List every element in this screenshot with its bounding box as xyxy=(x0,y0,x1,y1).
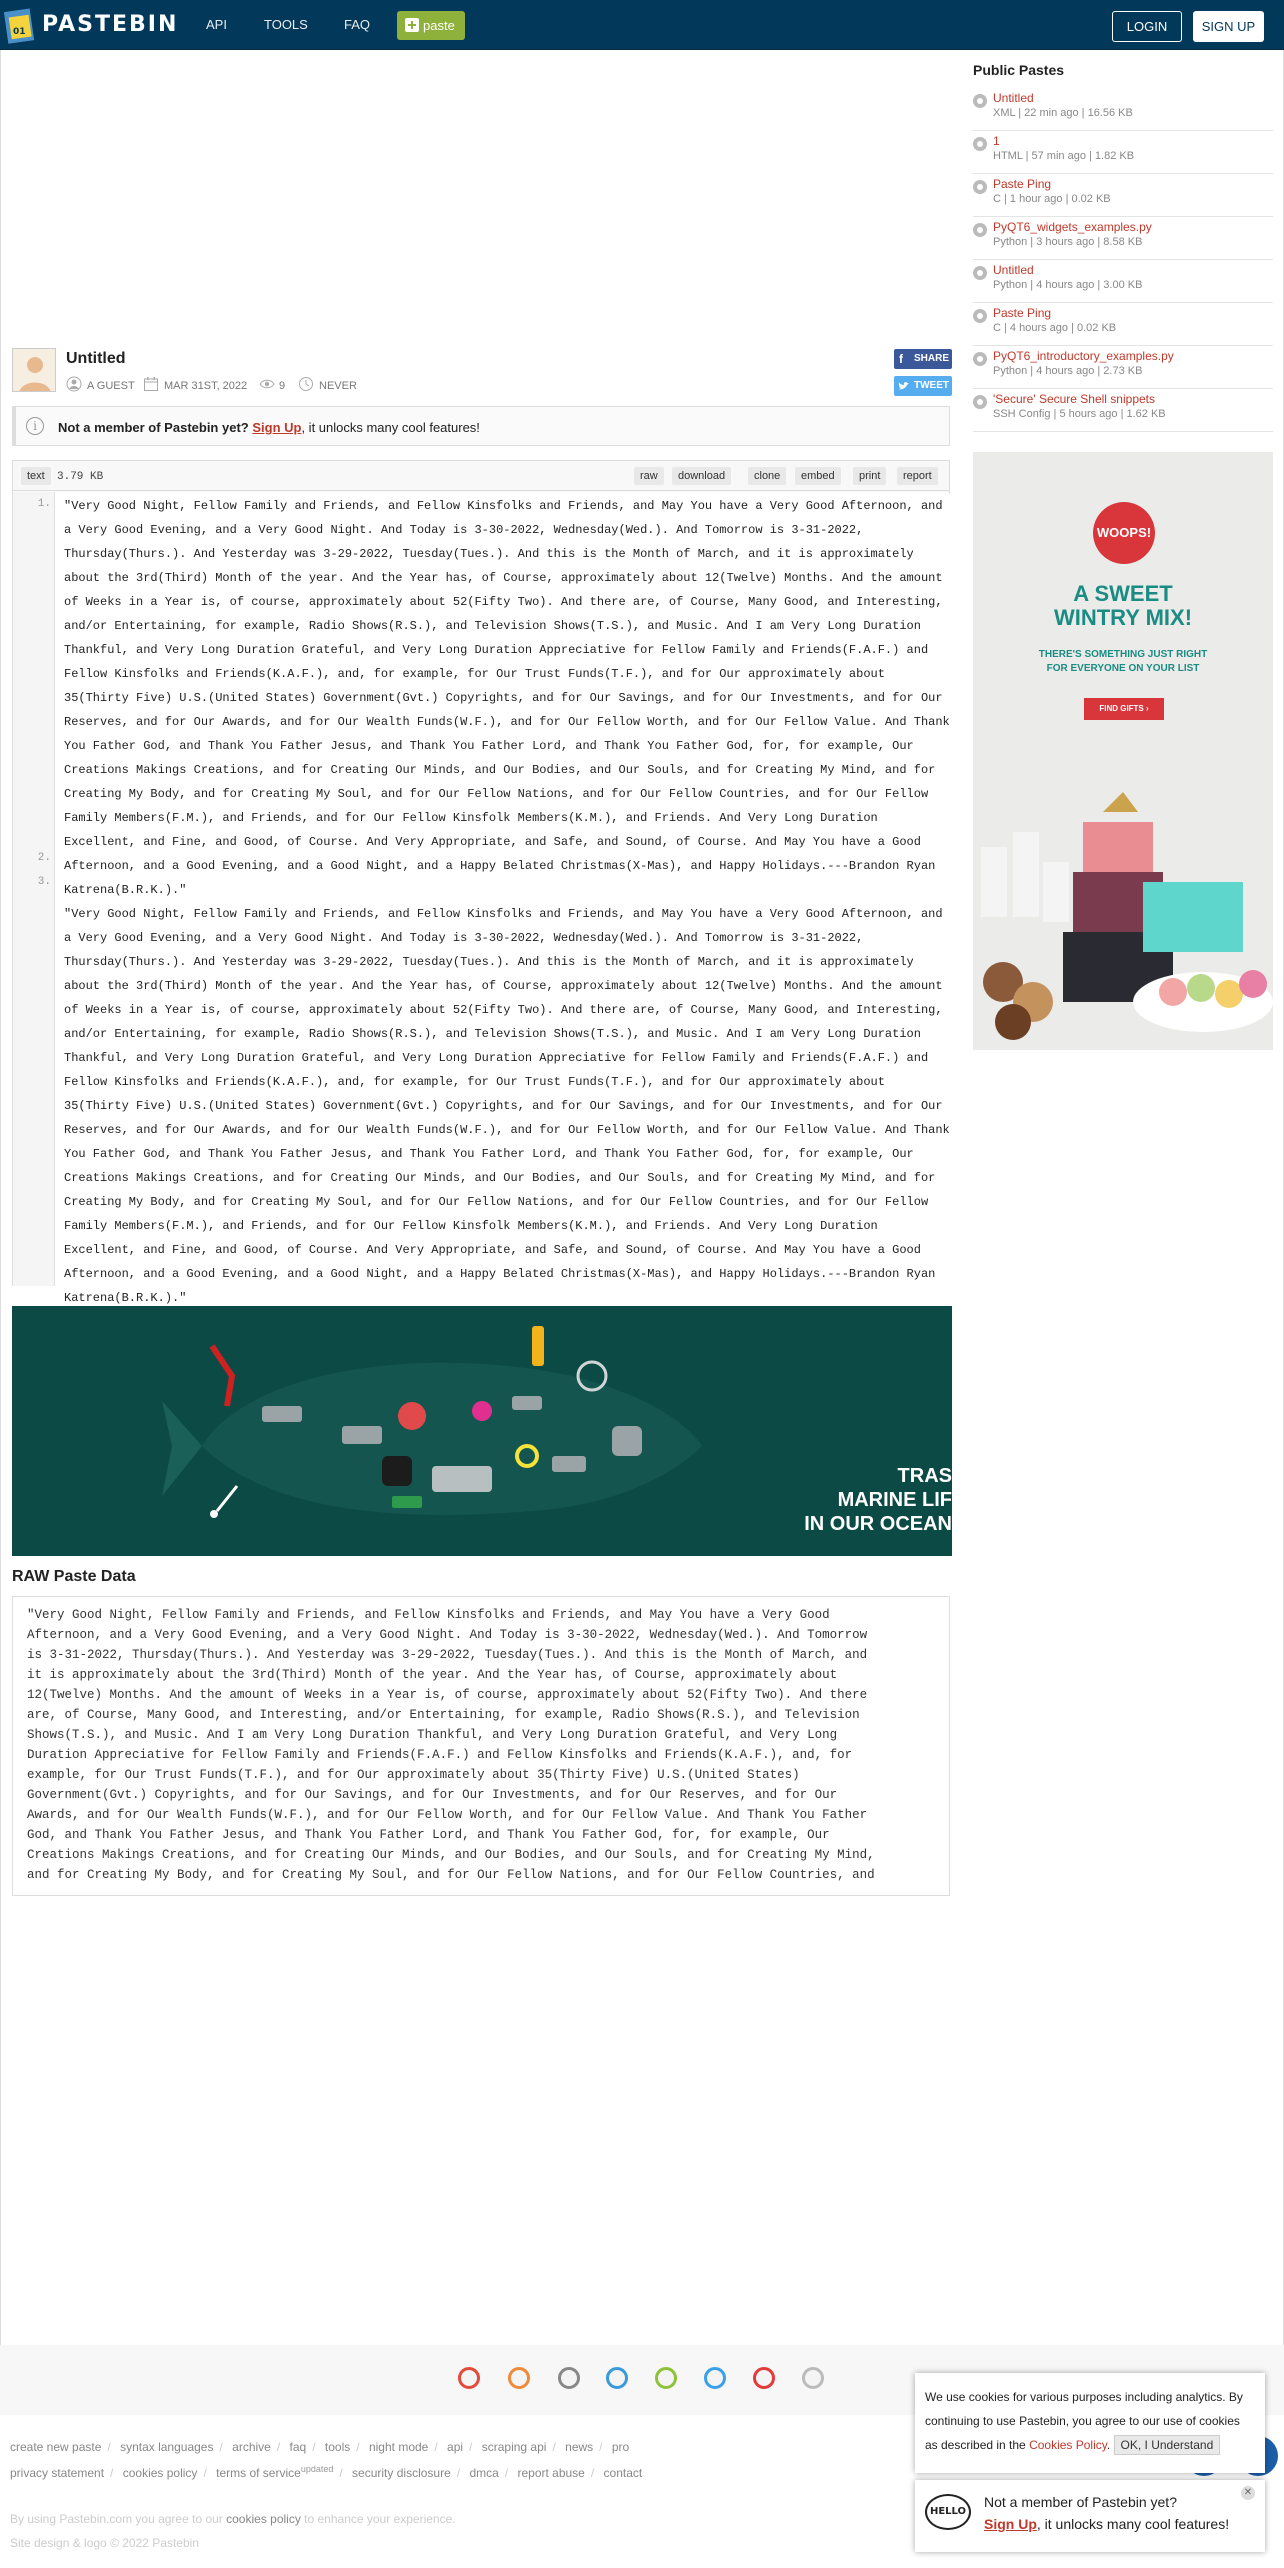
public-paste-item[interactable] xyxy=(973,348,1273,389)
close-icon[interactable]: ✕ xyxy=(1241,2486,1255,2500)
separator: / xyxy=(590,2466,595,2480)
separator: / xyxy=(312,2440,316,2454)
clone-button[interactable]: clone xyxy=(748,467,786,485)
public-paste-meta: HTML | 57 min ago | 1.82 KB xyxy=(993,150,1135,162)
legal-post: to enhance your experience. xyxy=(300,2512,456,2526)
android-icon[interactable] xyxy=(655,2367,677,2389)
twitter-tweet-button[interactable] xyxy=(894,376,952,396)
opera-icon[interactable] xyxy=(753,2367,775,2389)
footer-link[interactable]: terms of service xyxy=(216,2466,301,2480)
footer-link[interactable]: create new paste xyxy=(10,2440,102,2454)
public-paste-title[interactable]: 1 xyxy=(993,134,1000,148)
public-paste-item[interactable] xyxy=(973,391,1273,432)
public-paste-meta: XML | 22 min ago | 16.56 KB xyxy=(993,107,1133,119)
public-paste-meta: C | 1 hour ago | 0.02 KB xyxy=(993,193,1111,205)
public-paste-meta: Python | 4 hours ago | 3.00 KB xyxy=(993,279,1143,291)
ad-side-sub-2: FOR EVERYONE ON YOUR LIST xyxy=(1046,663,1200,674)
cookies-policy-link[interactable]: cookies policy xyxy=(226,2512,301,2526)
woops-sidebar-ad[interactable] xyxy=(973,452,1273,1050)
popup-text: Not a member of Pastebin yet? xyxy=(984,2494,1177,2510)
ad-side-headline xyxy=(973,582,1273,630)
calendar-icon xyxy=(143,376,159,392)
user-silhouette-icon xyxy=(13,349,56,392)
public-paste-item[interactable] xyxy=(973,176,1273,217)
footer-link[interactable]: archive xyxy=(232,2440,271,2454)
copyright: Site design & logo © 2022 Pastebin xyxy=(10,2536,199,2550)
ad-line-2: MARINE LIF xyxy=(837,1489,952,1511)
ad-headline xyxy=(804,1464,952,1536)
ad-side-sub-1: THERE'S SOMETHING JUST RIGHT xyxy=(1038,649,1208,660)
ad-side-sub xyxy=(973,648,1273,676)
embed-button[interactable]: embed xyxy=(795,467,841,485)
footer-link[interactable]: night mode xyxy=(368,2440,429,2454)
notice-tail: , it unlocks many cool features! xyxy=(301,420,480,435)
line-number-gutter xyxy=(13,492,55,1286)
public-paste-title[interactable]: PyQT6_introductory_examples.py xyxy=(993,349,1174,363)
twitter-bird-icon xyxy=(898,381,909,391)
public-paste-item[interactable] xyxy=(973,133,1273,174)
cookie-text-1: We use cookies for various purposes including analytics. By xyxy=(925,2390,1243,2404)
footer-link[interactable]: api xyxy=(447,2440,464,2454)
footer-legal xyxy=(10,2512,456,2526)
raw-paste-heading: RAW Paste Data xyxy=(12,1568,136,1585)
public-paste-meta: SSH Config | 5 hours ago | 1.62 KB xyxy=(993,408,1166,420)
facebook-icon: f xyxy=(899,352,903,366)
globe-icon xyxy=(973,94,987,108)
footer-link[interactable]: cookies policy xyxy=(122,2466,198,2480)
report-button[interactable]: report xyxy=(897,467,938,485)
separator: / xyxy=(339,2466,343,2480)
share-label: SHARE xyxy=(914,353,950,364)
public-paste-meta: Python | 3 hours ago | 8.58 KB xyxy=(993,236,1143,248)
globe-icon xyxy=(973,180,987,194)
separator: / xyxy=(434,2440,438,2454)
chrome-icon[interactable] xyxy=(458,2367,480,2389)
footer-link[interactable]: pro xyxy=(611,2440,630,2454)
new-paste-label: paste xyxy=(423,18,455,33)
ad-line-3: IN OUR OCEAN xyxy=(804,1513,952,1535)
separator: / xyxy=(552,2440,556,2454)
ad-line-1: TRAS xyxy=(897,1465,952,1487)
footer-links-row-1 xyxy=(10,2440,629,2454)
footer-links-row-2 xyxy=(10,2464,642,2480)
top-header xyxy=(0,0,1284,50)
footer-link[interactable]: scraping api xyxy=(481,2440,547,2454)
footer-link[interactable]: syntax languages xyxy=(120,2440,214,2454)
separator: / xyxy=(276,2440,281,2454)
signup-popup xyxy=(915,2480,1265,2552)
public-paste-item[interactable] xyxy=(973,90,1273,131)
footer-link[interactable]: tools xyxy=(324,2440,351,2454)
svg-text:01: 01 xyxy=(13,27,26,37)
member-notice-text xyxy=(58,420,480,435)
public-paste-item[interactable] xyxy=(973,219,1273,260)
guest-avatar xyxy=(12,348,56,392)
popup-tail: , it unlocks many cool features! xyxy=(1036,2516,1230,2532)
line-number: 1. xyxy=(37,498,51,510)
code-line-1: "Very Good Night, Fellow Family and Friends, and Fellow Kinsfolks and Friends, and May You have a Very Good Afternoon, and a Very Good Evening, and a Very Good Night. And Today is 3-30-2022, Wednesday(Wed.). And Tomorrow is 3-31-2022, Thursday(Thurs.). And Yesterday was 3-29-2022, Tuesday(Tues.). And this is the Month of March, and it is approximately about the 3rd(Third) Month of the year. And the Year has, of Course, approximately about 12(Twelve) Months. And the amount of Weeks in a Year is, of course, approximately about 52(Fifty Two). And there are, of Course, Many Good, and Interesting, and/or Entertaining, for example, Radio Shows(R.S.), and Television Shows(T.S.), and Music. And I am Very Long Duration Thankful, and Very Long Duration Grateful, and Very Long Duration Appreciative for Fellow Family and Friends(F.A.F.) and Fellow Kinsfolks and Friends(K.A.F.), and, for example, for Our Trust Funds(T.F.), and for Our approximately about 35(Thirty Five) U.S.(United States) Government(Gvt.) Copyrights, and for Our Savings, and for Our Investments, and for Our Reserves, and for Our Awards, and for Our Wealth Funds(W.F.), and for Our Fellow Worth, and for Our Fellow Value. And Thank You Father God, and Thank You Father Jesus, and Thank You Father Lord, and Thank You Father God, for, for example, Our Creations Makings Creations, and for Creating Our Minds, and Our Bodies, and Our Souls, and for Creating My Mind, and for Creating My Body, and for Creating My Soul, and for Our Fellow Nations, and for Our Fellow Countries, and for Our Fellow Family Members(F.M.), and Friends, and for Our Fellow Kinsfolk Members(K.M.), and Friends. And Very Long Duration Excellent, and Fine, and Good, of Course. And Very Appropriate, and Safe, and Sound, of Course. And May You have a Good Afternoon, and a Good Evening, and a Good Night, and a Happy Belated Christmas(X-Mas), and Happy Holidays.---Brandon Ryan Katrena(B.R.K.)." xyxy=(64,494,954,902)
cookies-policy-link[interactable]: Cookies Policy xyxy=(1029,2438,1107,2452)
signup-button[interactable]: SIGN UP xyxy=(1193,11,1264,42)
public-paste-meta: C | 4 hours ago | 0.02 KB xyxy=(993,322,1117,334)
line-number: 2. xyxy=(37,852,51,864)
separator: / xyxy=(110,2466,114,2480)
updated-badge: updated xyxy=(300,2464,334,2474)
public-paste-title[interactable]: Untitled xyxy=(993,91,1034,105)
firefox-icon[interactable] xyxy=(508,2367,530,2389)
footer-link[interactable]: contact xyxy=(603,2466,643,2480)
globe-icon xyxy=(973,395,987,409)
paste-date: MAR 31ST, 2022 xyxy=(164,380,248,392)
paste-size: 3.79 KB xyxy=(57,471,104,483)
public-paste-title[interactable]: Untitled xyxy=(993,263,1034,277)
popup-signup-link[interactable]: Sign Up xyxy=(984,2516,1037,2532)
pastebin-logo-icon[interactable] xyxy=(4,4,36,44)
public-paste-item[interactable] xyxy=(973,262,1273,303)
globe-icon xyxy=(973,352,987,366)
separator: / xyxy=(504,2466,509,2480)
separator: / xyxy=(456,2466,461,2480)
public-paste-meta: Python | 4 hours ago | 2.73 KB xyxy=(993,365,1143,377)
public-paste-title[interactable]: 'Secure' Secure Shell snippets xyxy=(993,392,1156,406)
find-gifts-button[interactable]: FIND GIFTS › xyxy=(1084,698,1164,720)
footer-link[interactable]: security disclosure xyxy=(352,2466,451,2480)
facebook-share-button[interactable] xyxy=(894,349,952,369)
nav-faq[interactable]: FAQ xyxy=(344,17,371,32)
marine-life-ad-banner[interactable] xyxy=(12,1306,952,1556)
separator: / xyxy=(203,2466,207,2480)
member-notice xyxy=(12,406,950,446)
public-paste-title[interactable]: PyQT6_widgets_examples.py xyxy=(993,220,1152,234)
windows-icon[interactable] xyxy=(606,2367,628,2389)
login-button[interactable]: LOGIN xyxy=(1112,11,1182,42)
legal-pre: By using Pastebin.com you agree to our xyxy=(10,2512,227,2526)
raw-paste-text: "Very Good Night, Fellow Family and Friends, and Fellow Kinsfolks and Friends, and May You have a Very Good Afternoon, and a Very Good Evening, and a Very Good Night. And Today is 3-30-2022, Wednesday(Wed.). And Tomorrow is 3-31-2022, Thursday(Thurs.). And Yesterday was 3-29-2022, Tuesday(Tues.). And this is the Month of March, and it is approximately about the 3rd(Third) Month of the year. And the Year has, of Course, approximately about 12(Twelve) Months. And the amount of Weeks in a Year is, of course, approximately about 52(Fifty Two). And there are, of Course, Many Good, and Interesting, and/or Entertaining, for example, Radio Shows(R.S.), and Television Shows(T.S.), and Music. And I am Very Long Duration Thankful, and Very Long Duration Grateful, and Very Long Duration Appreciative for Fellow Family and Friends(F.A.F.) and Fellow Kinsfolks and Friends(K.A.F.), and, for example, for Our Trust Funds(T.F.), and for Our approximately about 35(Thirty Five) U.S.(United States) Government(Gvt.) Copyrights, and for Our Savings, and for Our Investments, and for Our Reserves, and for Our Awards, and for Our Wealth Funds(W.F.), and for Our Fellow Worth, and for Our Fellow Value. And Thank You Father God, and Thank You Father Jesus, and Thank You Father Lord, and Thank You Father God, for, for example, Our Creations Makings Creations, and for Creating Our Minds, and Our Bodies, and Our Souls, and for Creating My Mind, and for Creating My Body, and for Creating My Soul, and for Our Fellow Nations, and for Our Fellow Countries, and xyxy=(27,1608,875,1882)
cookie-consent-banner xyxy=(915,2373,1265,2473)
syntax-format-tag[interactable]: text xyxy=(21,467,51,485)
separator: / xyxy=(107,2440,111,2454)
public-paste-title[interactable]: Paste Ping xyxy=(993,306,1052,320)
footer-link[interactable]: faq xyxy=(289,2440,307,2454)
footer-link[interactable]: report abuse xyxy=(517,2466,585,2480)
paste-title: Untitled xyxy=(66,350,126,367)
notice-signup-link[interactable]: Sign Up xyxy=(252,420,302,435)
clock-icon xyxy=(298,376,314,392)
nav-tools[interactable]: TOOLS xyxy=(264,17,308,32)
ad-side-headline-2: WINTRY MIX! xyxy=(1053,605,1193,630)
cookie-text-2: continuing to use Pastebin, you agree to our use of cookies xyxy=(925,2414,1240,2428)
user-icon xyxy=(66,376,82,392)
eye-icon xyxy=(259,376,275,392)
public-pastes-heading: Public Pastes xyxy=(973,62,1065,78)
raw-button[interactable]: raw xyxy=(634,467,664,485)
separator: / xyxy=(469,2440,473,2454)
brand-name[interactable]: PASTEBIN xyxy=(42,12,179,37)
print-button[interactable]: print xyxy=(853,467,886,485)
nav-api[interactable]: API xyxy=(206,17,227,32)
footer-link[interactable]: news xyxy=(565,2440,594,2454)
globe-icon xyxy=(973,309,987,323)
cookie-text-3: as described in the xyxy=(925,2438,1030,2452)
plus-icon xyxy=(405,18,419,32)
raw-paste-textarea[interactable] xyxy=(12,1596,950,1896)
globe-icon xyxy=(973,266,987,280)
other-browser-icon[interactable] xyxy=(802,2367,824,2389)
notice-lead: Not a member of Pastebin yet? xyxy=(58,420,249,435)
globe-icon xyxy=(973,137,987,151)
woops-logo: WOOPS! xyxy=(1093,502,1155,564)
popup-signup-row xyxy=(984,2516,1229,2532)
paste-expire: NEVER xyxy=(319,380,357,392)
code-line-3: "Very Good Night, Fellow Family and Friends, and Fellow Kinsfolks and Friends, and May You have a Very Good Afternoon, and a Very Good Evening, and a Very Good Night. And Today is 3-30-2022, Wednesday(Wed.). And Tomorrow is 3-31-2022, Thursday(Thurs.). And Yesterday was 3-29-2022, Tuesday(Tues.). And this is the Month of March, and it is approximately about the 3rd(Third) Month of the year. And the Year has, of Course, approximately about 12(Twelve) Months. And the amount of Weeks in a Year is, of course, approximately about 52(Fifty Two). And there are, of Course, Many Good, and Interesting, and/or Entertaining, for example, Radio Shows(R.S.), and Television Shows(T.S.), and Music. And I am Very Long Duration Thankful, and Very Long Duration Grateful, and Very Long Duration Appreciative for Fellow Family and Friends(F.A.F.) and Fellow Kinsfolks and Friends(K.A.F.), and, for example, for Our Trust Funds(T.F.), and for Our approximately about 35(Thirty Five) U.S.(United States) Government(Gvt.) Copyrights, and for Our Savings, and for Our Investments, and for Our Reserves, and for Our Awards, and for Our Wealth Funds(W.F.), and for Our Fellow Worth, and for Our Fellow Value. And Thank You Father God, and Thank You Father Jesus, and Thank You Father Lord, and Thank You Father God, for, for example, Our Creations Makings Creations, and for Creating Our Minds, and Our Bodies, and Our Souls, and for Creating My Mind, and for Creating My Body, and for Creating My Soul, and for Our Fellow Nations, and for Our Fellow Countries, and for Our Fellow Family Members(F.M.), and Friends, and for Our Fellow Kinsfolk Members(K.M.), and Friends. And Very Long Duration Excellent, and Fine, and Good, of Course. And Very Appropriate, and Safe, and Sound, of Course. And May You have a Good Afternoon, and a Good Evening, and a Good Night, and a Happy Belated Christmas(X-Mas), and Happy Holidays.---Brandon Ryan Katrena(B.R.K.)." xyxy=(64,902,954,1310)
globe-icon xyxy=(973,223,987,237)
separator: / xyxy=(219,2440,223,2454)
new-paste-button[interactable] xyxy=(397,11,465,40)
footer-link[interactable]: dmca xyxy=(469,2466,499,2480)
safari-icon[interactable] xyxy=(704,2367,726,2389)
download-button[interactable]: download xyxy=(672,467,731,485)
ad-side-headline-1: A SWEET xyxy=(1073,581,1173,606)
paste-author[interactable]: A GUEST xyxy=(87,380,135,392)
cookie-ok-button[interactable]: OK, I Understand xyxy=(1114,2435,1221,2455)
public-paste-title[interactable]: Paste Ping xyxy=(993,177,1052,191)
footer-link[interactable]: privacy statement xyxy=(10,2466,105,2480)
hello-speech-bubble-icon: HELLO xyxy=(925,2494,971,2530)
paste-code-box xyxy=(12,460,950,1305)
cookie-text-3-row: as described in the Cookies Policy. OK, I Understand xyxy=(925,2433,1255,2457)
separator: / xyxy=(599,2440,603,2454)
public-paste-item[interactable] xyxy=(973,305,1273,346)
info-icon: i xyxy=(26,417,44,435)
gift-boxes-and-cookies-illustration xyxy=(973,752,1273,1050)
tweet-label: TWEET xyxy=(914,380,949,391)
code-toolbar xyxy=(13,461,949,491)
paste-views: 9 xyxy=(279,380,286,392)
apple-ios-icon[interactable] xyxy=(558,2367,580,2389)
separator: / xyxy=(356,2440,360,2454)
line-number: 3. xyxy=(37,876,51,888)
